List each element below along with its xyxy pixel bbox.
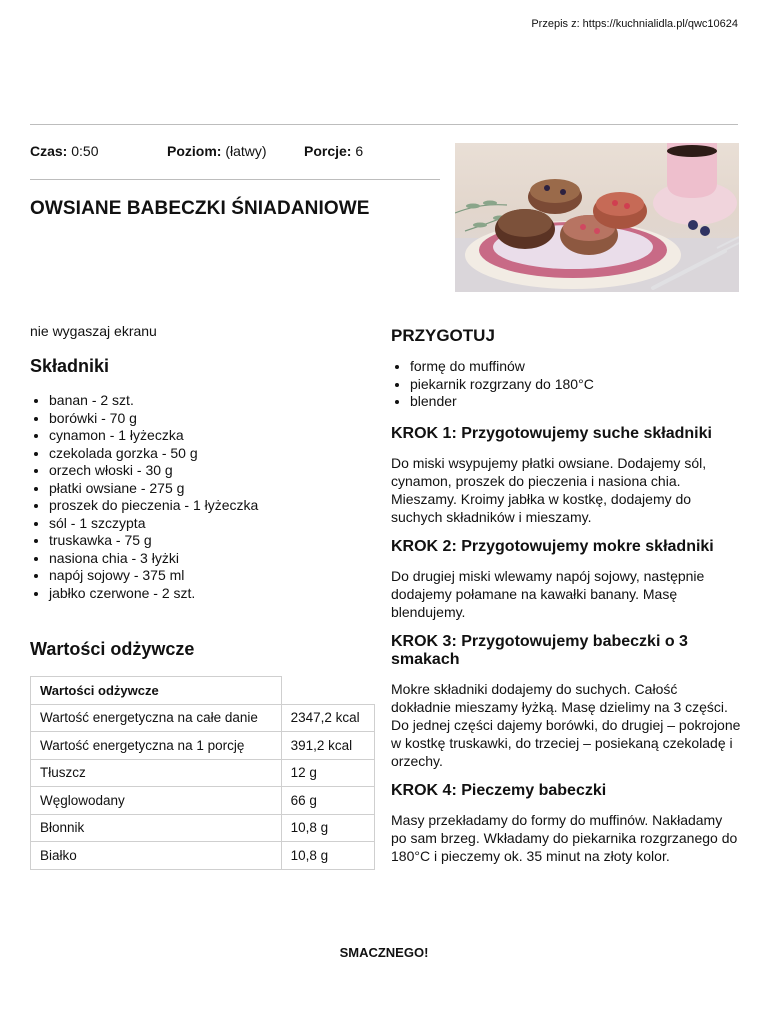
left-column — [30, 323, 375, 870]
nutrition-heading: Wartości odżywcze — [30, 639, 195, 659]
list-item: • borówki - 70 g — [49, 410, 375, 428]
step-2-heading: KROK 2: Przygotowujemy mokre składniki — [391, 537, 714, 555]
level-info — [167, 143, 304, 159]
time-value: 0:50 — [71, 143, 99, 159]
step-2-text: Do drugiej miski wlewamy napój sojowy, następnie dodajemy połamane na kawałki banany. Masę blendujemy. — [391, 567, 705, 620]
time-label: Czas: — [30, 143, 68, 159]
muffins-photo-illustration — [455, 143, 739, 292]
table-empty-cell — [281, 677, 374, 705]
step-4-heading: KROK 4: Pieczemy babeczki — [391, 781, 607, 799]
step-3-text: Mokre składniki dodajemy do suchych. Całość dokładnie mieszamy łyżką. Masę dzielimy na 3 części. Do jednej części dajemy borówki, do drugiej – pokrojone w kostkę truskawki, do trzeciej – posiekaną czekoladę i orzechy. — [391, 680, 741, 769]
prepare-heading: PRZYGOTUJ — [391, 326, 495, 345]
recipe-source: Przepis z: https://kuchnialidla.pl/qwc10624 — [531, 18, 738, 30]
step-4-text: Masy przekładamy do formy do muffinów. Nakładamy po sam brzeg. Wkładamy do piekarnika rozgrzanego do 180°C i pieczemy ok. 35 minut na złoty kolor. — [391, 811, 738, 864]
time-info — [30, 143, 167, 159]
table-row — [31, 732, 375, 760]
list-item: • proszek do pieczenia - 1 łyżeczka — [49, 497, 375, 515]
nutrient-value: 10,8 g — [281, 814, 374, 842]
table-row — [31, 704, 375, 732]
step-3-heading: KROK 3: Przygotowujemy babeczki o 3 smakach — [391, 632, 688, 668]
table-row — [31, 814, 375, 842]
list-item: • blender — [410, 393, 741, 411]
table-row — [31, 842, 375, 870]
list-item: • orzech włoski - 30 g — [49, 462, 375, 480]
table-header-cell: Wartości odżywcze — [31, 677, 282, 705]
list-item: • banan - 2 szt. — [49, 392, 375, 410]
nutrient-value: 391,2 kcal — [281, 732, 374, 760]
level-label: Poziom: — [167, 143, 222, 159]
list-item: • cynamon - 1 łyżeczka — [49, 427, 375, 445]
step-1-heading: KROK 1: Przygotowujemy suche składniki — [391, 424, 712, 442]
keep-screen-on-note: nie wygaszaj ekranu — [30, 323, 157, 339]
nutrient-value: 2347,2 kcal — [281, 704, 374, 732]
list-item: • płatki owsiane - 275 g — [49, 480, 375, 498]
nutrition-table — [30, 676, 375, 870]
servings-value: 6 — [355, 143, 364, 159]
list-item: • czekolada gorzka - 50 g — [49, 445, 375, 463]
step-1-text: Do miski wsypujemy płatki owsiane. Dodajemy sól, cynamon, proszek do pieczenia i nasiona chia. Mieszamy. Kroimy jabłka w kostkę, dodajemy do suchych składników i mieszamy. — [391, 454, 707, 525]
nutrient-name: Wartość energetyczna na całe danie — [31, 704, 282, 732]
recipe-meta — [30, 143, 363, 159]
servings-label: Porcje: — [304, 143, 352, 159]
meta-divider — [30, 179, 440, 180]
closing-text: SMACZNEGO! — [339, 945, 429, 960]
nutrient-name: Węglowodany — [31, 787, 282, 815]
servings-info — [304, 143, 363, 159]
table-row — [31, 787, 375, 815]
level-value: (łatwy) — [225, 143, 267, 159]
table-row — [31, 759, 375, 787]
nutrient-name: Tłuszcz — [31, 759, 282, 787]
recipe-photo — [455, 143, 739, 292]
list-item: • piekarnik rozgrzany do 180°C — [410, 376, 741, 394]
right-column — [391, 326, 741, 865]
list-item: • jabłko czerwone - 2 szt. — [49, 585, 375, 603]
ingredients-list — [30, 392, 375, 602]
list-item: • formę do muffinów — [410, 358, 741, 376]
list-item: • napój sojowy - 375 ml — [49, 567, 375, 585]
top-divider — [30, 124, 738, 125]
nutrient-name: Białko — [31, 842, 282, 870]
nutrient-name: Wartość energetyczna na 1 porcję — [31, 732, 282, 760]
recipe-title: OWSIANE BABECZKI ŚNIADANIOWE — [30, 198, 370, 219]
list-item: • truskawka - 75 g — [49, 532, 375, 550]
list-item: • sól - 1 szczypta — [49, 515, 375, 533]
nutrient-value: 12 g — [281, 759, 374, 787]
list-item: • nasiona chia - 3 łyżki — [49, 550, 375, 568]
ingredients-heading: Składniki — [30, 356, 110, 376]
nutrient-name: Błonnik — [31, 814, 282, 842]
nutrient-value: 10,8 g — [281, 842, 374, 870]
nutrient-value: 66 g — [281, 787, 374, 815]
table-row — [31, 677, 375, 705]
prepare-list — [391, 358, 741, 411]
